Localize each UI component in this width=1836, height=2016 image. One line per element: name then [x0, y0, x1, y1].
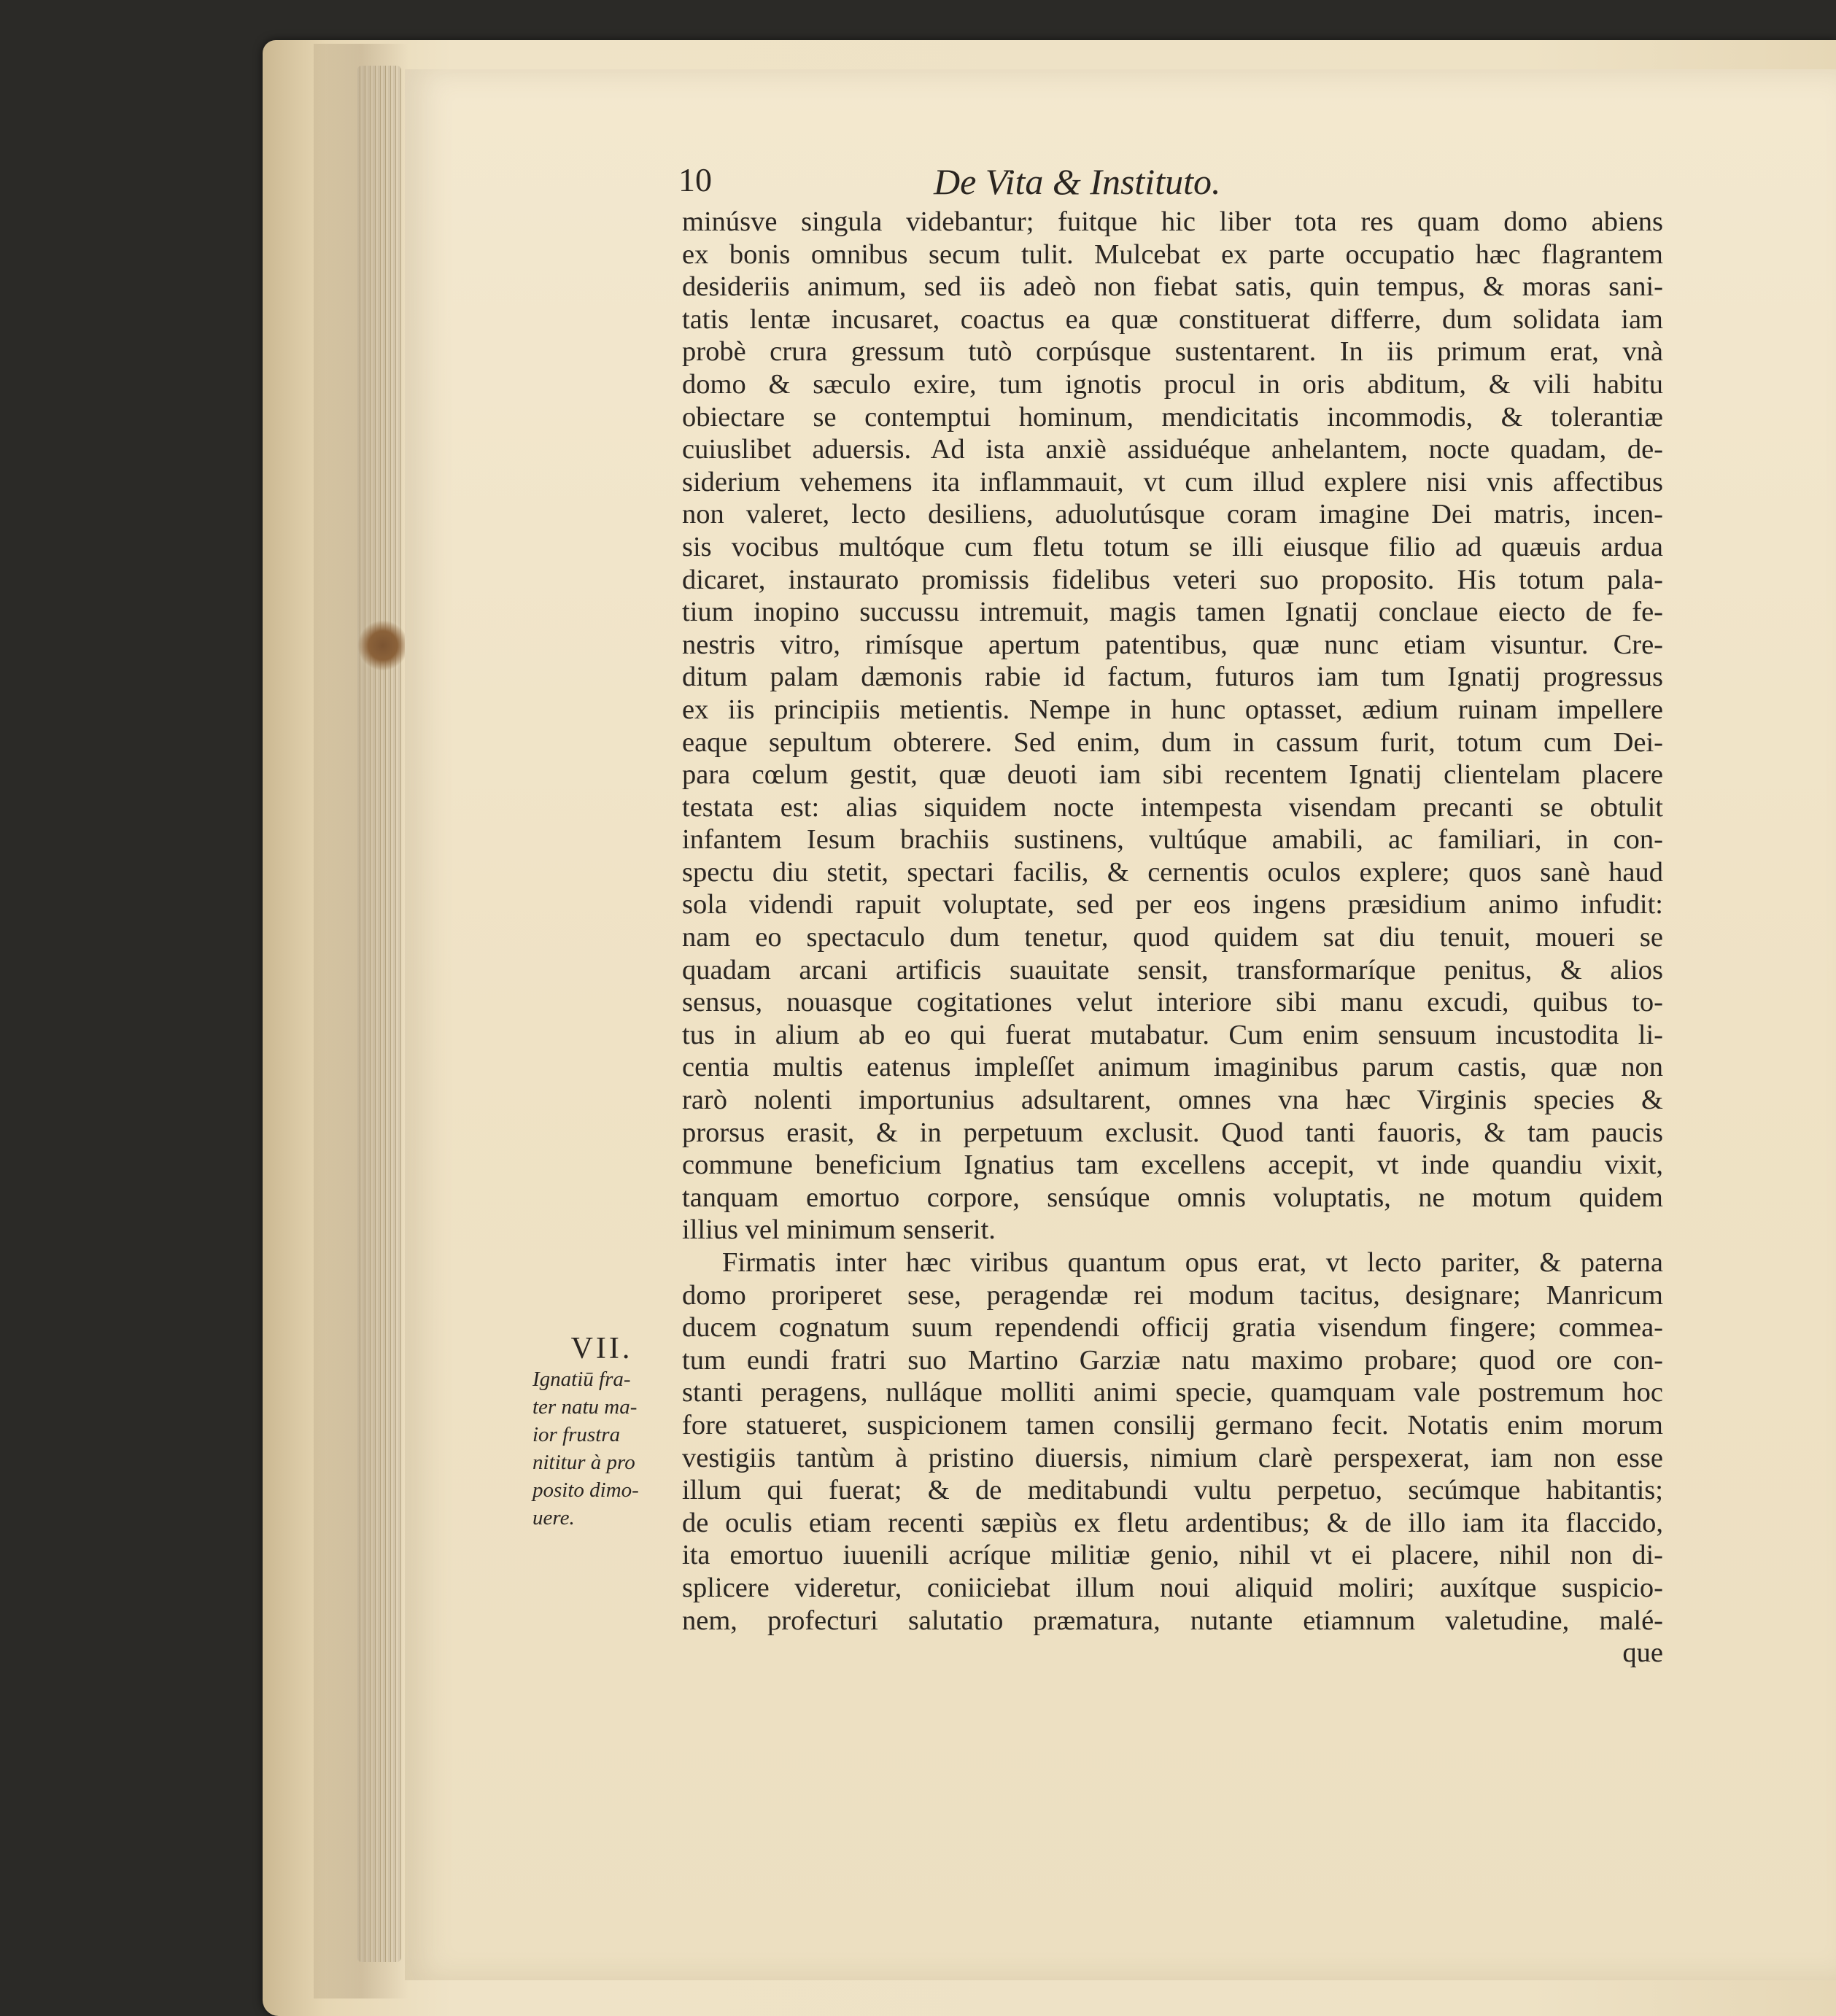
catchword: que: [1622, 1637, 1663, 1669]
text-line: domo & sæculo exire, tum ignotis procul in oris abditum, & vili habitu: [682, 368, 1663, 400]
text-line: sis vocibus multóque cum fletu totum se illi eiusque filio ad quæuis ardua: [682, 531, 1663, 562]
text-line: probè crura gressum tutò corpúsque sustentarent. In iis primum erat, vnà: [682, 336, 1663, 368]
text-line: prorsus erasit, & in perpetuum exclusit. Quod tanti fauoris, & tam paucis: [682, 1117, 1663, 1148]
marginal-line: ior frustra: [532, 1423, 621, 1446]
text-line: stanti peragens, nulláque molliti animi specie, quamquam vale postremum hoc: [682, 1377, 1663, 1408]
text-line: ducem cognatum suum rependendi officij gratia visendum fingere; commea-: [682, 1312, 1663, 1344]
text-line: tatis lentæ incusaret, coactus ea quæ constituerat differre, dum solidata iam: [682, 303, 1663, 335]
text-line: illum qui fuerat; & de meditabundi vultu perpetuo, secúmque habitantis;: [682, 1475, 1663, 1506]
text-line: para cœlum gestit, quæ deuoti iam sibi recentem Ignatij clientelam placere: [682, 759, 1663, 791]
marginal-line: nititur à pro: [532, 1451, 635, 1474]
paragraph-2: [682, 1247, 1663, 1637]
text-line: fore statueret, suspicionem tamen consilij germano fecit. Notatis enim morum: [682, 1409, 1663, 1441]
text-line: de oculis etiam recenti sæpiùs ex fletu ardentibus; & de illo iam ita flaccido,: [682, 1507, 1663, 1538]
marginal-note: [532, 1332, 671, 1532]
text-line: eaque sepultum obterere. Sed enim, dum in cassum furit, totum cum Dei-: [682, 726, 1663, 758]
ink-stain: [357, 620, 408, 671]
text-line: non valeret, lecto desiliens, aduolutúsque coram imagine Dei matris, incen-: [682, 499, 1663, 530]
text-line: tus in alium ab eo qui fuerat mutabatur. Cum enim sensuum incustodita li-: [682, 1019, 1663, 1050]
text-line: illius vel minimum senserit.: [682, 1214, 996, 1246]
text-line: domo proriperet sese, peragendæ rei modum tacitus, designare; Manricum: [682, 1279, 1663, 1311]
text-line: ita emortuo iuuenili acríque militiæ genio, nihil vt ei placere, nihil non di-: [682, 1540, 1663, 1571]
text-line: rarò nolenti importunius adsultarent, omnes vna hæc Virginis species &: [682, 1085, 1663, 1116]
marginal-line: Ignatiū fra-: [532, 1368, 631, 1391]
section-number: VII.: [570, 1332, 633, 1365]
page-number: 10: [678, 161, 712, 198]
text-line: vestigiis tantùm à pristino diuersis, nimium clarè perspexerat, iam non esse: [682, 1442, 1663, 1473]
text-line: desideriis animum, sed iis adeò non fiebat satis, quin tempus, & moras sani-: [682, 271, 1663, 303]
text-line: dicaret, instaurato promissis fidelibus veteri suo proposito. His totum pala-: [682, 564, 1663, 595]
text-line: commune beneficium Ignatius tam excellens accepit, vt inde quandiu vixit,: [682, 1149, 1663, 1181]
body-text: [682, 206, 1663, 1670]
text-line: centia multis eatenus impleſſet animum imaginibus parum castis, quæ non: [682, 1052, 1663, 1083]
paragraph-1: [682, 206, 1663, 1247]
text-line: testata est: alias siquidem nocte intempesta visendam precanti se obtulit: [682, 791, 1663, 823]
text-line: siderium vehemens ita inflammauit, vt cum illud explere nisi vnis affectibus: [682, 466, 1663, 497]
text-line: tum eundi fratri suo Martino Garziæ natu maximo probare; quod ore con-: [682, 1344, 1663, 1376]
marginal-line: uere.: [532, 1506, 575, 1530]
marginal-line: ter natu ma-: [532, 1395, 638, 1419]
text-line: cuiuslibet aduersis. Ad ista anxiè assiduéque anhelantem, nocte quadam, de-: [682, 434, 1663, 465]
spine-shadow: [314, 44, 408, 1998]
text-line: infantem Iesum brachiis sustinens, vultúque amabili, ac familiari, in con-: [682, 824, 1663, 856]
text-line: ditum palam dæmonis rabie id factum, futuros iam tum Ignatij progressus: [682, 662, 1663, 693]
text-line: spectu diu stetit, spectari facilis, & cernentis oculos explere; quos sanè haud: [682, 856, 1663, 888]
text-line: ex iis principiis metientis. Nempe in hunc optasset, ædium ruinam impellere: [682, 694, 1663, 725]
text-line: ex bonis omnibus secum tulit. Mulcebat ex parte occupatio hæc flagrantem: [682, 239, 1663, 270]
text-line: splicere videretur, coniiciebat illum noui aliquid moliri; auxítque suspicio-: [682, 1572, 1663, 1603]
text-line: tium inopino succussu intremuit, magis tamen Ignatij conclaue eiecto de fe-: [682, 597, 1663, 628]
marginal-lines: [532, 1365, 671, 1532]
text-line: Firmatis inter hæc viribus quantum opus erat, vt lecto pariter, & paterna: [722, 1247, 1663, 1278]
marginal-line: posito dimo-: [532, 1478, 639, 1502]
text-line: sensus, nouasque cogitationes velut interiore sibi manu excudi, quibus to-: [682, 987, 1663, 1018]
text-line: nam eo spectaculo dum tenetur, quod quidem sat diu tenuit, moueri se: [682, 922, 1663, 953]
text-line: nem, profecturi salutatio præmatura, nutante etiamnum valetudine, malé-: [682, 1605, 1663, 1636]
text-line: minúsve singula videbantur; fuitque hic liber tota res quam domo abiens: [682, 206, 1663, 237]
running-head: De Vita & Instituto.: [934, 161, 1221, 202]
text-line: tanquam emortuo corpore, sensúque omnis voluptatis, ne motum quidem: [682, 1182, 1663, 1213]
text-line: quadam arcani artificis suauitate sensit, transformaríque penitus, & alios: [682, 954, 1663, 985]
text-line: obiectare se contemptui hominum, mendicitatis incommodis, & tolerantiæ: [682, 401, 1663, 433]
text-line: sola videndi rapuit voluptate, sed per eos ingens præsidium animo infudit:: [682, 889, 1663, 920]
text-line: nestris vitro, rimísque apertum patentibus, quæ nunc etiam visuntur. Cre-: [682, 629, 1663, 660]
